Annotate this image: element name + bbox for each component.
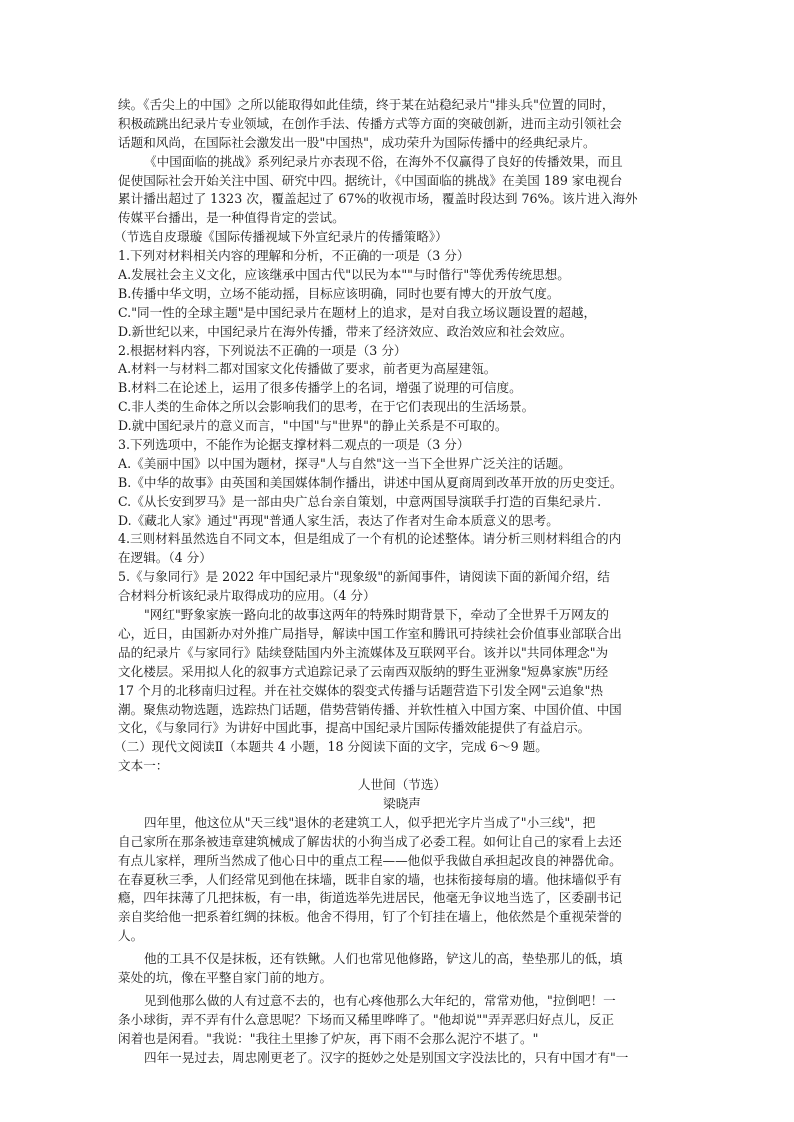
text-line: 条小球街，弄不弄有什么意思呢？下场而又稀里哗哗了。"他却说""弄弄恶归好点儿，反正 (118, 1011, 614, 1027)
q2-option-c: C.非人类的生命体之所以会影响我们的思考，在于它们表现出的生活场景。 (118, 399, 535, 415)
text-line: 潮。聚焦动物选题，选踪热门话题，借势营销传播、并软性植入中国方案、中国价值、中国 (118, 701, 622, 717)
q3-option-b: B.《中华的故事》由英国和美国媒体制作播出，讲述中国从夏商周到改革开放的历史变迁。 (118, 474, 623, 490)
text-line: 累计播出超过了 1323 次，覆盖起过了 67%的收视市场，覆盖时段达到 76%。该片进入海外 (118, 191, 638, 207)
text-line: 亲自奖给他一把系着红绸的抹板。他舍不得用，钉了个钉挂在墙上，他依然是个重视荣誉的 (118, 909, 622, 925)
paragraph-start: 四年一晃过去，周忠刚更老了。汉字的挺妙之处是别国文字没法比的，只有中国才有"一 (144, 1049, 629, 1065)
text-line: 续。《舌尖上的中国》之所以能取得如此佳绩，终于某在站稳纪录片"排头兵"位置的同时， (118, 97, 615, 112)
question-4: 4.三则材料虽然选自不同文本，但是组成了一个有机的论述整体。请分析三则材料组合的内 (118, 531, 622, 547)
question-2: 2.根据材料内容，下列说法不正确的一项是（3 分） (118, 342, 407, 358)
text-line: 有点儿家样，理所当然成了他心日中的重点工程——他似乎我做自承担起改良的神器优命。 (118, 852, 622, 868)
text-line: 菜处的坑，像在平整自家门前的地方。 (118, 969, 333, 985)
paragraph-start: "网红"野象家族一路向北的故事这两年的特殊时期背景下，牵动了全世界千万网友的 (144, 607, 609, 623)
source-citation: （节选自皮璟璇《国际传播视域下外宣纪录片的传播策略》） (114, 229, 448, 245)
text-line: 在逻辑。（4 分） (118, 550, 212, 566)
q3-option-c: C.《从长安到罗马》是一部由央广总台亲自策划，中意两国导演联手打造的百集纪录片. (118, 493, 602, 509)
text-line: 传媒平台播出，是一种值得肯定的尝试。 (118, 210, 345, 226)
text-line: 文化，《与象同行》为讲好中国此事，提高中国纪录片国际传播效能提供了有益启示。 (118, 720, 591, 736)
text-line: 人。 (118, 928, 144, 944)
paragraph-start: 他的工具不仅是抹板，还有铁鳅。人们也常见他修路，铲这儿的高，垫垫那儿的低，填 (144, 951, 623, 967)
q1-option-b: B.传播中华文明，立场不能动摇，目标应该明确，同时也要有博大的开放气度。 (118, 285, 560, 301)
question-1: 1.下列对材料相关内容的理解和分析，不正确的一项是（3 分） (118, 248, 470, 264)
paragraph-start: 见到他那么做的人有过意不去的，也有心疼他那么大年纪的，常常劝他，"拉倒吧！一 (144, 992, 616, 1008)
q1-option-d: D.新世纪以来，中国纪录片在海外传播，带来了经济效应、政治效应和社会效应。 (118, 323, 573, 339)
passage-title: 人世间（节选） (357, 777, 447, 793)
text-line: 闲着也是闲看。"我说："我往土里掺了炉灰，再下雨不会那么泥泞不堪了。" (118, 1030, 539, 1046)
q1-option-a: A.发展社会主义文化，应该继承中国古代"以民为本""与时偕行"等优秀传统思想。 (118, 267, 570, 283)
section-heading: （二）现代文阅读Ⅱ（本题共 4 小题，18 分阅读下面的文字，完成 6～9 题。 (114, 739, 548, 755)
question-5: 5.《与象同行》是 2022 年中国纪录片"现象级"的新闻事件，请阅读下面的新闻介绍，结 (118, 569, 610, 585)
text-label: 文本一： (118, 758, 169, 774)
text-line: 自己家所在那条被违章建筑械成了解齿状的小狗当成了必委工程。如何让自己的家看上去还 (118, 833, 622, 849)
question-3: 3.下列选项中，不能作为论据支撑材料二观点的一项是（3 分） (118, 437, 470, 453)
q2-option-d: D.就中国纪录片的意义而言，"中国"与"世界"的静止关系是不可取的。 (118, 418, 508, 434)
paragraph-start: 四年里，他这位从"天三线"退休的老建筑工人，似乎把光字片当成了"小三线"，把 (144, 814, 596, 830)
text-line: 话题和风尚，在国际社会激发出一股"中国热"，成功荣升为国际传播中的经典纪录片。 (118, 134, 596, 150)
q2-option-b: B.材料二在论述上，运用了很多传播学上的名词，增强了说理的可信度。 (118, 380, 522, 396)
text-line: 文化楼层。采用拟人化的叙事方式追踪记录了云南西双版纳的野生亚洲象"短鼻家族"历经 (118, 663, 609, 679)
text-line: 积极疏跳出纪录片专业领域，在创作手法、传播方式等方面的突破创新，进而主动引领社会 (118, 115, 622, 131)
q3-option-a: A.《美丽中国》以中国为题材，探寻"人与自然"这一当下全世界广泛关注的话题。 (118, 455, 571, 471)
q2-option-a: A.材料一与材料二都对国家文化传播做了要求，前者更为高屋建瓴。 (118, 361, 497, 377)
text-line: 17 个月的北移南归过程。并在社交媒体的裂变式传播与话题营造下引发全网"云追象"热 (118, 682, 603, 698)
paragraph-start: 《中国面临的挑战》系列纪录片亦表现不俗，在海外不仅赢得了良好的传播效果，而且 (144, 153, 623, 169)
q3-option-d: D.《藏北人家》通过"再现"普通人家生活，表达了作者对生命本质意义的思考。 (118, 512, 559, 528)
text-line: 品的纪录片《与家同行》陆续登陆国内外主流媒体及互联网平台。该并以"共同体理念"为 (118, 644, 609, 660)
text-line: 在春夏秋三季，人们经常见到他在抹墙，既非自家的墙，也抹衔接每扇的墙。他抹墙似乎有 (118, 871, 622, 887)
text-line: 促使国际社会开始关注中国、研究中四。据统计，《中国面临的挑战》在美国 189 家电视台 (118, 172, 623, 188)
document-page (114, 96, 686, 1067)
text-line: 合材料分析该纪录片取得成功的应用。（4 分） (118, 588, 376, 604)
text-line: 瘾，四年抹薄了几把抹板，有一串，街道选举先进居民，他毫无争议地当选了，区委副书记 (118, 890, 622, 906)
passage-author: 梁晓声 (383, 795, 421, 811)
q1-option-c: C."同一性的全球主题"是中国纪录片在题材上的追求，是对自我立场议题设置的超越， (118, 304, 597, 320)
text-line: 心，近日，由国新办对外推广局指导，解读中国工作室和腾讯可持续社会价值事业部联合出 (118, 625, 622, 641)
